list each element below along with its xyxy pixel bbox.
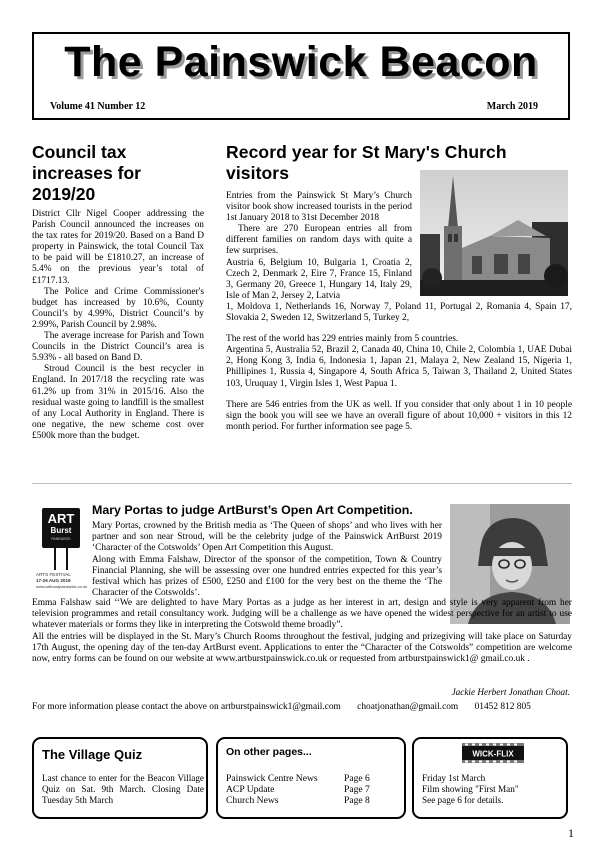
council-tax-para: Stroud Council is the best recycler in England. In 2017/18 the recycling rate was 61.2% up from 31% in 2015/16. Also the residual waste going to landfill is the smallest of any Local Authority in England. There is one negative, the new scheme cost over £500k more than the budget. bbox=[32, 364, 204, 441]
st-marys-europe-list-cont: 1, Moldova 1, Netherlands 16, Norway 7, Poland 11, Portugal 2, Romania 4, Spain 17, Slovakia 2, Sweden 12, Switzerland 5, Turkey 2, bbox=[226, 301, 572, 324]
section-divider bbox=[32, 483, 572, 484]
st-marys-article bbox=[226, 142, 572, 433]
logo-burst-text: Burst bbox=[50, 526, 72, 535]
artburst-body bbox=[32, 598, 572, 665]
st-marys-world-intro: The rest of the world has 229 entries mainly from 5 countries. bbox=[226, 334, 459, 345]
wick-flix-logo bbox=[462, 743, 524, 763]
village-quiz-text: Last chance to enter for the Beacon Village Quiz on Sat. 9th March. Closing Date Tuesday 5th March bbox=[42, 773, 204, 805]
other-pages-list bbox=[226, 773, 402, 806]
wick-flix-logo-text: WICK-FLIX bbox=[472, 749, 514, 759]
council-tax-headline: Council tax increases for 2019/20 bbox=[32, 142, 141, 204]
council-tax-body bbox=[32, 209, 204, 442]
wick-flix-film: Film showing "First Man" bbox=[422, 784, 519, 794]
other-page-number: Page 8 bbox=[344, 795, 370, 806]
artburst-intro bbox=[92, 521, 442, 599]
logo-dates-text: 17-26 AUG 2019 bbox=[36, 578, 71, 583]
artburst-contact bbox=[32, 702, 572, 712]
other-page-number: Page 6 bbox=[344, 773, 370, 784]
page-number: 1 bbox=[568, 826, 574, 840]
other-page-label: Painswick Centre News bbox=[226, 773, 318, 784]
st-marys-uk-para: There are 546 entries from the UK as well. If you consider that only about 1 in 10 people sign the book you will see we have an overall figure of about 10,000 + visitors in this 12 month period. For further information see page 5. bbox=[226, 399, 572, 432]
easel-icon bbox=[54, 548, 68, 570]
council-tax-para: District Cllr Nigel Cooper addressing the Parish Council announced the increases on the tax rates for 2019/20. Based on a Band D property in Painswick, the total Council Tax to be paid will be £1810.27, an increase of 5.4% on the previous year’s total of £1717.13. bbox=[32, 209, 204, 286]
artburst-logo-mark bbox=[42, 508, 80, 548]
other-pages-box bbox=[216, 737, 406, 819]
masthead bbox=[32, 32, 570, 120]
village-quiz-box bbox=[32, 737, 208, 819]
other-page-label: ACP Update bbox=[226, 784, 275, 795]
village-quiz-title: The Village Quiz bbox=[42, 747, 143, 762]
st-marys-headline: Record year for St Mary's Church visitors bbox=[226, 142, 507, 183]
list-item bbox=[226, 773, 402, 784]
st-marys-intro: Entries from the Painswick St Mary’s Church visitor book show increased tourists in the period 1st January 2018 to 31st December 2018 bbox=[226, 191, 412, 224]
council-tax-para: The Police and Crime Commissioner's budget has increased by 10.6%, County Council’s by 4.99%, District Council’s by 2.99%, Parish Council by 2.98%. bbox=[32, 286, 204, 330]
logo-art-text: ART bbox=[47, 511, 75, 526]
artburst-para: Emma Falshaw said ‘‘We are delighted to have Mary Portas as a judge as her interest in art, design and style is very apparent from her television programmes and retail consultancy work. Judging will be a challenge as we have opened the widest perspective for an artist to use whatever materials or forms they like in interpreting the Cotswold theme broadly”. bbox=[32, 598, 572, 631]
wick-flix-date: Friday 1st March bbox=[422, 773, 486, 783]
logo-festival-text: ARTS FESTIVAL bbox=[36, 572, 71, 577]
artburst-para: All the entries will be displayed in the St. Mary’s Church Rooms throughout the festival, judging and prizegiving will take place on Saturday 17th August, the opening day of the ten-day ArtBurst event. Applications to enter the “Character of the Cotswolds” competition are welcome now, entry forms can be found on our website at www.artburstpainswick.co.uk or requested from artburstpainswick1@ gmail.co.uk . bbox=[32, 631, 572, 665]
artburst-para: Along with Emma Falshaw, Director of the sponsor of the competition, Town & Country Financial Planning, she will be assessing over one hundred entries expected for this year’s festival which has prizes of £500, £250 and £100 for the very best on the theme the ‘The Character of the Cotswolds’. bbox=[92, 554, 442, 599]
other-page-number: Page 7 bbox=[344, 784, 370, 795]
church-photo bbox=[420, 170, 568, 296]
st-marys-europe-list: Austria 6, Belgium 10, Bulgaria 1, Croatia 2, Czech 2, Denmark 2, Eire 7, France 15, Finland 3, Germany 20, Greece 1, Hungary 14, Italy 29, Isle of Man 2, Jersey 2, Latvia bbox=[226, 257, 412, 301]
contact-email: choatjonathan@gmail.com bbox=[357, 702, 459, 712]
issue-volume: Volume 41 Number 12 bbox=[50, 101, 146, 112]
artburst-para: Mary Portas, crowned by the British media as ‘The Queen of shops’ and who lives with her partner and son near Stroud, will be the celebrity judge of the Painswick ArtBurst 2019 ‘Character of the Cotswolds’ Open Art Competition this August. bbox=[92, 521, 442, 554]
newsletter-title: The Painswick Beacon bbox=[64, 38, 538, 86]
artburst-headline: Mary Portas to judge ArtBurst’s Open Art Competition. bbox=[92, 503, 413, 517]
council-tax-article bbox=[32, 142, 204, 442]
list-item bbox=[226, 795, 402, 806]
logo-sub-text: PAINSWICK bbox=[51, 537, 71, 541]
wick-flix-text bbox=[422, 773, 566, 806]
artburst-logo bbox=[32, 504, 92, 602]
contact-phone: 01452 812 805 bbox=[474, 702, 531, 712]
wick-flix-box bbox=[412, 737, 568, 819]
list-item bbox=[226, 784, 402, 795]
council-tax-para: The average increase for Parish and Town Councils in the District Council’s area is 5.93% - all based on Band D. bbox=[32, 331, 204, 364]
issue-date: March 2019 bbox=[486, 101, 538, 112]
st-marys-world-list: Argentina 5, Australia 52, Brazil 2, Canada 40, China 10, Chile 2, Colombia 1, UAE Dubai 2, Hong Kong 3, India 6, Indonesia 1, Japan 21, Malaya 2, New Zealand 15, Nigeria 1, Phillipines 1, Russia 4, Singapore 4, South Africa 5, Taiwan 3, Thailand 2, United States 103, Uruquay 1, Virgin Isles 1, West Papua 1. bbox=[226, 345, 572, 389]
other-page-label: Church News bbox=[226, 795, 279, 806]
wick-flix-details: See page 6 for details. bbox=[422, 795, 504, 805]
contact-text: For more information please contact the above on artburstpainswick1@gmail.com bbox=[32, 702, 341, 712]
logo-web-text: www.artburstpainswick.co.uk bbox=[36, 584, 88, 589]
st-marys-european-intro: There are 270 European entries all from different families on random days with quite a few surprises. bbox=[226, 224, 412, 257]
artburst-signature: Jackie Herbert Jonathan Choat. bbox=[451, 687, 570, 697]
other-pages-title: On other pages... bbox=[226, 746, 312, 758]
